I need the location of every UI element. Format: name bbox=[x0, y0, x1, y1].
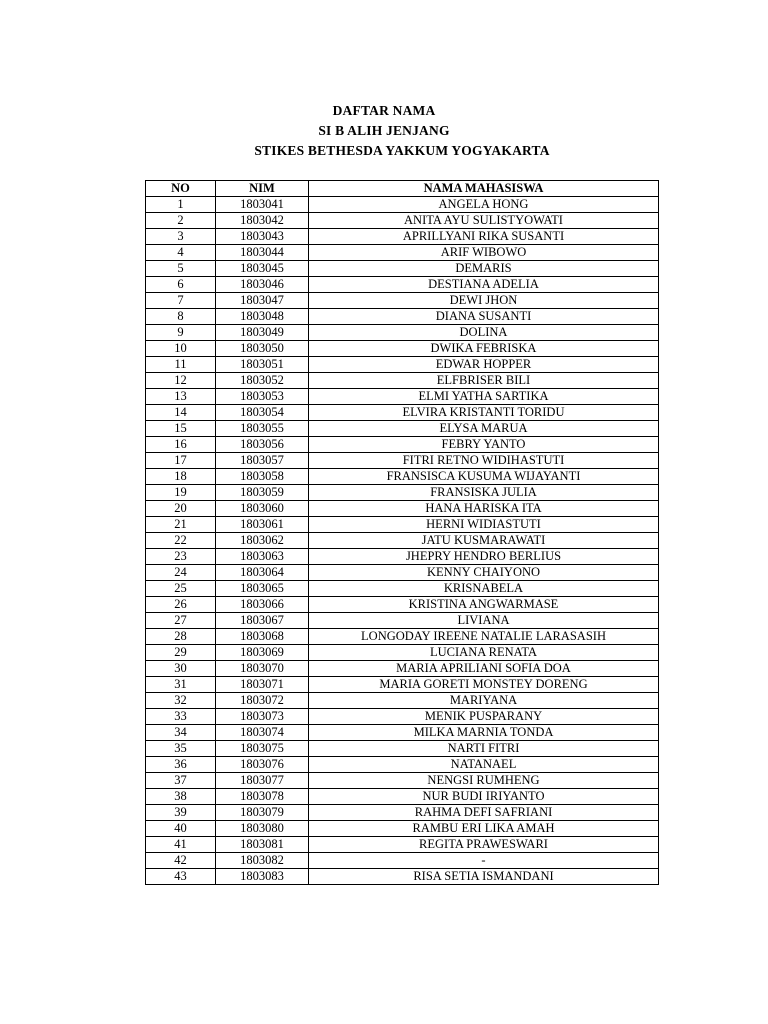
table-row bbox=[146, 853, 659, 869]
table-row bbox=[146, 805, 659, 821]
row-number: 9 bbox=[146, 325, 216, 341]
table-row bbox=[146, 581, 659, 597]
institution-name: STIKES BETHESDA YAKKUM YOGYAKARTA bbox=[254, 143, 550, 158]
student-name: ELMI YATHA SARTIKA bbox=[309, 389, 659, 405]
table-row bbox=[146, 757, 659, 773]
student-nim: 1803055 bbox=[216, 421, 309, 437]
student-name: FEBRY YANTO bbox=[309, 437, 659, 453]
row-number: 27 bbox=[146, 613, 216, 629]
student-nim: 1803083 bbox=[216, 869, 309, 885]
student-nim: 1803046 bbox=[216, 277, 309, 293]
table-row bbox=[146, 837, 659, 853]
student-name: NUR BUDI IRIYANTO bbox=[309, 789, 659, 805]
student-name: LIVIANA bbox=[309, 613, 659, 629]
student-name: MILKA MARNIA TONDA bbox=[309, 725, 659, 741]
table-row bbox=[146, 341, 659, 357]
row-number: 36 bbox=[146, 757, 216, 773]
student-nim: 1803080 bbox=[216, 821, 309, 837]
student-nim: 1803076 bbox=[216, 757, 309, 773]
table-row bbox=[146, 245, 659, 261]
row-number: 35 bbox=[146, 741, 216, 757]
row-number: 10 bbox=[146, 341, 216, 357]
student-name: NATANAEL bbox=[309, 757, 659, 773]
student-nim: 1803044 bbox=[216, 245, 309, 261]
student-roster-table bbox=[145, 180, 659, 885]
student-nim: 1803078 bbox=[216, 789, 309, 805]
row-number: 16 bbox=[146, 437, 216, 453]
student-name: JATU KUSMARAWATI bbox=[309, 533, 659, 549]
student-nim: 1803061 bbox=[216, 517, 309, 533]
student-nim: 1803063 bbox=[216, 549, 309, 565]
table-row bbox=[146, 517, 659, 533]
row-number: 11 bbox=[146, 357, 216, 373]
student-name: NARTI FITRI bbox=[309, 741, 659, 757]
student-name: MENIK PUSPARANY bbox=[309, 709, 659, 725]
row-number: 26 bbox=[146, 597, 216, 613]
row-number: 7 bbox=[146, 293, 216, 309]
table-row bbox=[146, 677, 659, 693]
table-row bbox=[146, 485, 659, 501]
row-number: 28 bbox=[146, 629, 216, 645]
row-number: 1 bbox=[146, 197, 216, 213]
row-number: 32 bbox=[146, 693, 216, 709]
student-nim: 1803081 bbox=[216, 837, 309, 853]
student-name: DIANA SUSANTI bbox=[309, 309, 659, 325]
table-row bbox=[146, 389, 659, 405]
student-nim: 1803079 bbox=[216, 805, 309, 821]
student-nim: 1803048 bbox=[216, 309, 309, 325]
row-number: 18 bbox=[146, 469, 216, 485]
table-row bbox=[146, 789, 659, 805]
student-nim: 1803071 bbox=[216, 677, 309, 693]
table-row bbox=[146, 693, 659, 709]
table-row bbox=[146, 357, 659, 373]
student-name: ELFBRISER BILI bbox=[309, 373, 659, 389]
row-number: 5 bbox=[146, 261, 216, 277]
student-name: RAMBU ERI LIKA AMAH bbox=[309, 821, 659, 837]
student-name: DEMARIS bbox=[309, 261, 659, 277]
row-number: 8 bbox=[146, 309, 216, 325]
student-name: ELVIRA KRISTANTI TORIDU bbox=[309, 405, 659, 421]
column-header-name: NAMA MAHASISWA bbox=[309, 181, 659, 197]
student-name: ANITA AYU SULISTYOWATI bbox=[309, 213, 659, 229]
table-row bbox=[146, 437, 659, 453]
row-number: 30 bbox=[146, 661, 216, 677]
student-nim: 1803059 bbox=[216, 485, 309, 501]
table-row bbox=[146, 725, 659, 741]
table-row bbox=[146, 501, 659, 517]
table-row bbox=[146, 229, 659, 245]
student-nim: 1803070 bbox=[216, 661, 309, 677]
student-nim: 1803068 bbox=[216, 629, 309, 645]
student-nim: 1803058 bbox=[216, 469, 309, 485]
student-nim: 1803054 bbox=[216, 405, 309, 421]
row-number: 38 bbox=[146, 789, 216, 805]
student-name: ANGELA HONG bbox=[309, 197, 659, 213]
student-name: DWIKA FEBRISKA bbox=[309, 341, 659, 357]
row-number: 3 bbox=[146, 229, 216, 245]
row-number: 43 bbox=[146, 869, 216, 885]
row-number: 34 bbox=[146, 725, 216, 741]
table-row bbox=[146, 293, 659, 309]
student-name: FITRI RETNO WIDIHASTUTI bbox=[309, 453, 659, 469]
table-row bbox=[146, 309, 659, 325]
student-name: APRILLYANI RIKA SUSANTI bbox=[309, 229, 659, 245]
student-name: RISA SETIA ISMANDANI bbox=[309, 869, 659, 885]
row-number: 12 bbox=[146, 373, 216, 389]
row-number: 40 bbox=[146, 821, 216, 837]
row-number: 42 bbox=[146, 853, 216, 869]
student-nim: 1803077 bbox=[216, 773, 309, 789]
student-name: DEWI JHON bbox=[309, 293, 659, 309]
student-nim: 1803045 bbox=[216, 261, 309, 277]
table-header-row bbox=[146, 181, 659, 197]
student-nim: 1803057 bbox=[216, 453, 309, 469]
column-header-nim: NIM bbox=[216, 181, 309, 197]
table-row bbox=[146, 421, 659, 437]
student-nim: 1803082 bbox=[216, 853, 309, 869]
table-row bbox=[146, 325, 659, 341]
student-name: REGITA PRAWESWARI bbox=[309, 837, 659, 853]
row-number: 37 bbox=[146, 773, 216, 789]
table-row bbox=[146, 661, 659, 677]
row-number: 41 bbox=[146, 837, 216, 853]
table-row bbox=[146, 213, 659, 229]
student-name: KENNY CHAIYONO bbox=[309, 565, 659, 581]
student-name: FRANSISKA JULIA bbox=[309, 485, 659, 501]
table-row bbox=[146, 405, 659, 421]
table-row bbox=[146, 709, 659, 725]
row-number: 15 bbox=[146, 421, 216, 437]
student-nim: 1803069 bbox=[216, 645, 309, 661]
student-nim: 1803066 bbox=[216, 597, 309, 613]
table-row bbox=[146, 453, 659, 469]
table-row bbox=[146, 869, 659, 885]
row-number: 25 bbox=[146, 581, 216, 597]
row-number: 13 bbox=[146, 389, 216, 405]
table-row bbox=[146, 645, 659, 661]
student-name: MARIA GORETI MONSTEY DORENG bbox=[309, 677, 659, 693]
row-number: 4 bbox=[146, 245, 216, 261]
student-nim: 1803051 bbox=[216, 357, 309, 373]
student-name: JHEPRY HENDRO BERLIUS bbox=[309, 549, 659, 565]
student-name: - bbox=[309, 853, 659, 869]
student-nim: 1803043 bbox=[216, 229, 309, 245]
student-name: ELYSA MARUA bbox=[309, 421, 659, 437]
student-name: DESTIANA ADELIA bbox=[309, 277, 659, 293]
row-number: 23 bbox=[146, 549, 216, 565]
student-nim: 1803065 bbox=[216, 581, 309, 597]
row-number: 31 bbox=[146, 677, 216, 693]
student-name: EDWAR HOPPER bbox=[309, 357, 659, 373]
row-number: 24 bbox=[146, 565, 216, 581]
student-nim: 1803041 bbox=[216, 197, 309, 213]
table-row bbox=[146, 549, 659, 565]
table-row bbox=[146, 533, 659, 549]
student-name: KRISTINA ANGWARMASE bbox=[309, 597, 659, 613]
table-row bbox=[146, 821, 659, 837]
row-number: 19 bbox=[146, 485, 216, 501]
student-nim: 1803073 bbox=[216, 709, 309, 725]
student-nim: 1803067 bbox=[216, 613, 309, 629]
row-number: 22 bbox=[146, 533, 216, 549]
row-number: 2 bbox=[146, 213, 216, 229]
row-number: 20 bbox=[146, 501, 216, 517]
table-row bbox=[146, 197, 659, 213]
student-nim: 1803047 bbox=[216, 293, 309, 309]
student-nim: 1803056 bbox=[216, 437, 309, 453]
student-nim: 1803042 bbox=[216, 213, 309, 229]
table-row bbox=[146, 261, 659, 277]
student-nim: 1803072 bbox=[216, 693, 309, 709]
student-name: ARIF WIBOWO bbox=[309, 245, 659, 261]
student-name: LONGODAY IREENE NATALIE LARASASIH bbox=[309, 629, 659, 645]
student-nim: 1803074 bbox=[216, 725, 309, 741]
student-name: HERNI WIDIASTUTI bbox=[309, 517, 659, 533]
row-number: 17 bbox=[146, 453, 216, 469]
table-row bbox=[146, 741, 659, 757]
student-nim: 1803049 bbox=[216, 325, 309, 341]
row-number: 21 bbox=[146, 517, 216, 533]
document-subtitle: SI B ALIH JENJANG bbox=[318, 123, 450, 138]
student-name: HANA HARISKA ITA bbox=[309, 501, 659, 517]
student-name: FRANSISCA KUSUMA WIJAYANTI bbox=[309, 469, 659, 485]
row-number: 39 bbox=[146, 805, 216, 821]
student-nim: 1803075 bbox=[216, 741, 309, 757]
student-nim: 1803050 bbox=[216, 341, 309, 357]
student-nim: 1803064 bbox=[216, 565, 309, 581]
row-number: 14 bbox=[146, 405, 216, 421]
table-row bbox=[146, 277, 659, 293]
table-body bbox=[146, 197, 659, 885]
student-name: DOLINA bbox=[309, 325, 659, 341]
table-row bbox=[146, 373, 659, 389]
student-nim: 1803060 bbox=[216, 501, 309, 517]
table-row bbox=[146, 597, 659, 613]
column-header-no: NO bbox=[146, 181, 216, 197]
student-name: LUCIANA RENATA bbox=[309, 645, 659, 661]
student-name: RAHMA DEFI SAFRIANI bbox=[309, 805, 659, 821]
table-row bbox=[146, 469, 659, 485]
student-name: KRISNABELA bbox=[309, 581, 659, 597]
student-nim: 1803062 bbox=[216, 533, 309, 549]
row-number: 29 bbox=[146, 645, 216, 661]
student-name: NENGSI RUMHENG bbox=[309, 773, 659, 789]
table-row bbox=[146, 565, 659, 581]
row-number: 6 bbox=[146, 277, 216, 293]
table-row bbox=[146, 629, 659, 645]
document-header bbox=[0, 101, 768, 161]
student-name: MARIYANA bbox=[309, 693, 659, 709]
student-nim: 1803052 bbox=[216, 373, 309, 389]
table-row bbox=[146, 613, 659, 629]
student-nim: 1803053 bbox=[216, 389, 309, 405]
table-row bbox=[146, 773, 659, 789]
document-title: DAFTAR NAMA bbox=[332, 103, 436, 118]
student-name: MARIA APRILIANI SOFIA DOA bbox=[309, 661, 659, 677]
row-number: 33 bbox=[146, 709, 216, 725]
